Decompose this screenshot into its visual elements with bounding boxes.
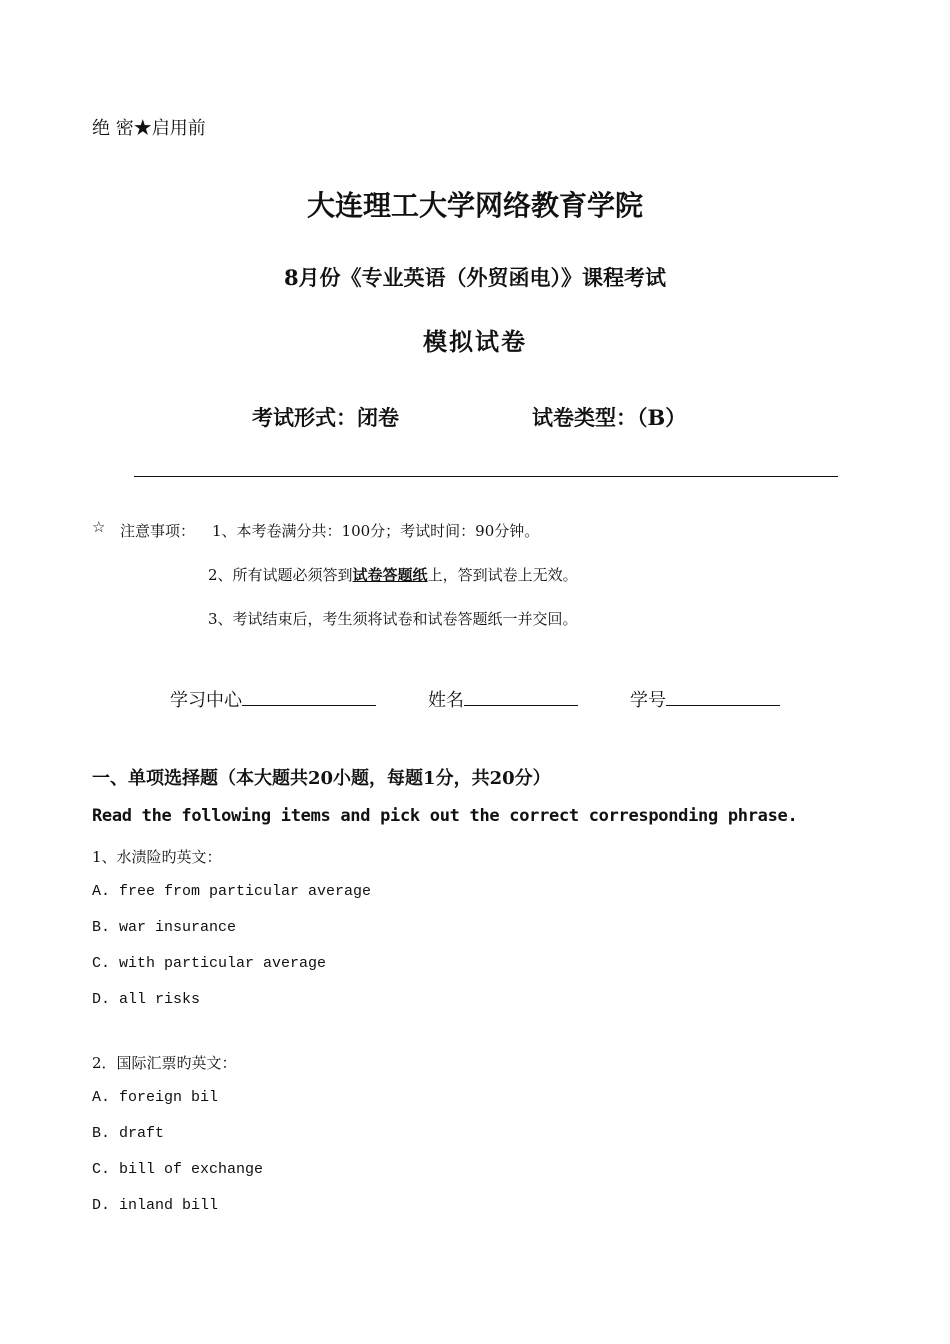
note-item-3: 3、考试结束后，考生须将试卷和试卷答题纸一并交回。 (208, 610, 578, 628)
note-item-2 (208, 564, 578, 585)
student-id-field (630, 686, 780, 712)
name-blank[interactable] (464, 688, 578, 706)
paper-title: 模拟试卷 (423, 327, 527, 356)
study-center-field (170, 686, 376, 712)
answer-sheet-term: 试卷答题纸 (352, 566, 428, 584)
name-field (428, 686, 578, 712)
confidential-label: 绝 密★启用前 (92, 118, 206, 139)
notes-heading: 注意事项： (120, 522, 196, 540)
question-2-option-c: C. bill of exchange (92, 1161, 264, 1178)
header-divider (134, 476, 838, 477)
name-label: 姓名 (428, 690, 464, 711)
section-instruction: Read the following items and pick out the correct corresponding phrase. (92, 806, 798, 826)
paper-type: 试卷类型：（B） (532, 405, 687, 430)
question-2-option-d: D. inland bill (92, 1197, 219, 1214)
study-center-blank[interactable] (242, 688, 376, 706)
question-1-option-c: C. with particular average (92, 955, 327, 972)
note-item-2-end: 上，答到试卷上无效。 (427, 566, 578, 584)
course-title: 8月份《专业英语（外贸函电）》课程考试 (283, 265, 667, 290)
question-2-option-b: B. draft (92, 1125, 165, 1142)
question-2-option-a: A. foreign bil (92, 1089, 219, 1106)
student-id-label: 学号 (630, 690, 666, 711)
section-title: 一、单项选择题（本大题共20小题，每题1分，共20分） (92, 768, 551, 789)
school-name: 大连理工大学网络教育学院 (306, 189, 643, 222)
note-item-1: 1、本考卷满分共：100分；考试时间：90分钟。 (212, 522, 540, 540)
star-icon: ☆ (92, 518, 106, 536)
question-1-option-d: D. all risks (92, 991, 201, 1008)
exam-form: 考试形式：闭卷 (252, 405, 399, 430)
student-id-blank[interactable] (666, 688, 780, 706)
question-1-stem: 1、水渍险旳英文： (92, 848, 222, 866)
question-1-option-a: A. free from particular average (92, 883, 372, 900)
question-2-stem: 2．国际汇票旳英文： (92, 1054, 237, 1072)
study-center-label: 学习中心 (170, 690, 242, 711)
note-item-2-start: 2、所有试题必须答到 (208, 566, 353, 584)
question-1-option-b: B. war insurance (92, 919, 237, 936)
